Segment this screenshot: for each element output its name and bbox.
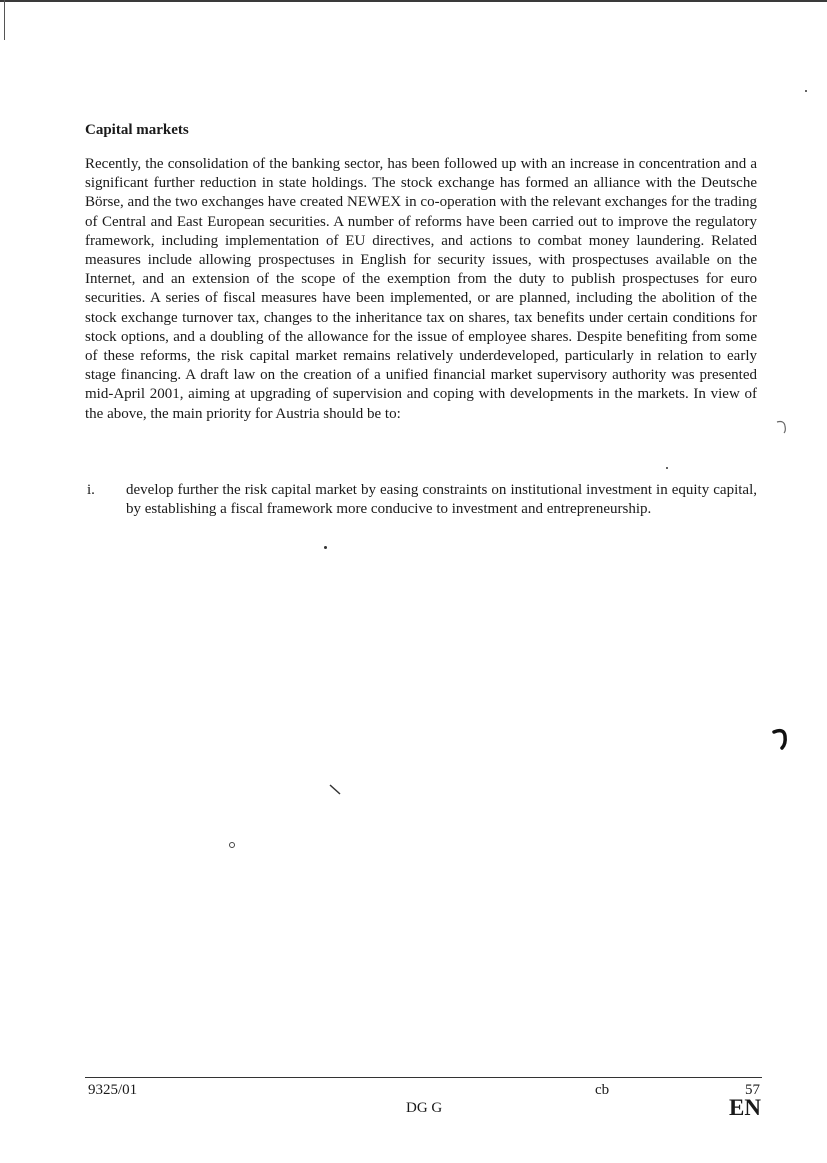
priority-list-item	[85, 481, 757, 520]
scan-speck	[805, 90, 807, 92]
body-paragraph: Recently, the consolidation of the banking sector, has been followed up with an increase in concentration and a significant further reduction in state holdings. The stock exchange has formed an alliance with the Deutsche Börse, and the two exchanges have created NEWEX in co-operation with the relevant exchanges for the trading of Central and East European securities. A number of reforms have been carried out to improve the regulatory framework, including implementation of EU directives, and actions to combat money laundering. Related measures include allowing prospectuses in English for security issues, with prospectuses available on the Internet, and an extension of the scope of the exemption from the duty to publish prospectuses for euro securities. A series of fiscal measures have been implemented, or are planned, including the abolition of the stock exchange turnover tax, changes to the inheritance tax on shares, tax benefits under certain conditions for stock options, and a doubling of the allowance for the issue of employee shares. Despite benefiting from some of these reforms, the risk capital market remains relatively underdeveloped, particularly in relation to early stage financing. A draft law on the creation of a unified financial market supervisory authority was presented mid-April 2001, aiming at upgrading of supervision and coping with developments in the markets. In view of the above, the main priority for Austria should be to:	[85, 156, 757, 422]
page-top-border	[0, 0, 827, 2]
scan-mark-dash	[328, 783, 344, 797]
footer-page-number: 57	[745, 1082, 760, 1098]
scan-artifact-line	[4, 0, 5, 40]
scan-speck	[229, 842, 235, 848]
scan-speck	[324, 546, 327, 549]
footer-language-code: EN	[729, 1095, 761, 1120]
list-item-text: develop further the risk capital market by easing constraints on institutional investment in equity capital, by establishing a fiscal framework more conducive to investment and entrepreneurship.	[126, 482, 757, 518]
footer-doc-number: 9325/01	[88, 1082, 138, 1098]
scan-speck	[666, 467, 668, 469]
footer-rule	[85, 1077, 762, 1078]
list-marker: i.	[87, 482, 95, 498]
scan-mark-small-hook	[775, 418, 789, 436]
section-heading: Capital markets	[85, 122, 189, 138]
footer-directorate: DG G	[406, 1100, 443, 1116]
footer-initials: cb	[595, 1082, 610, 1098]
scan-mark-hook	[770, 726, 790, 752]
